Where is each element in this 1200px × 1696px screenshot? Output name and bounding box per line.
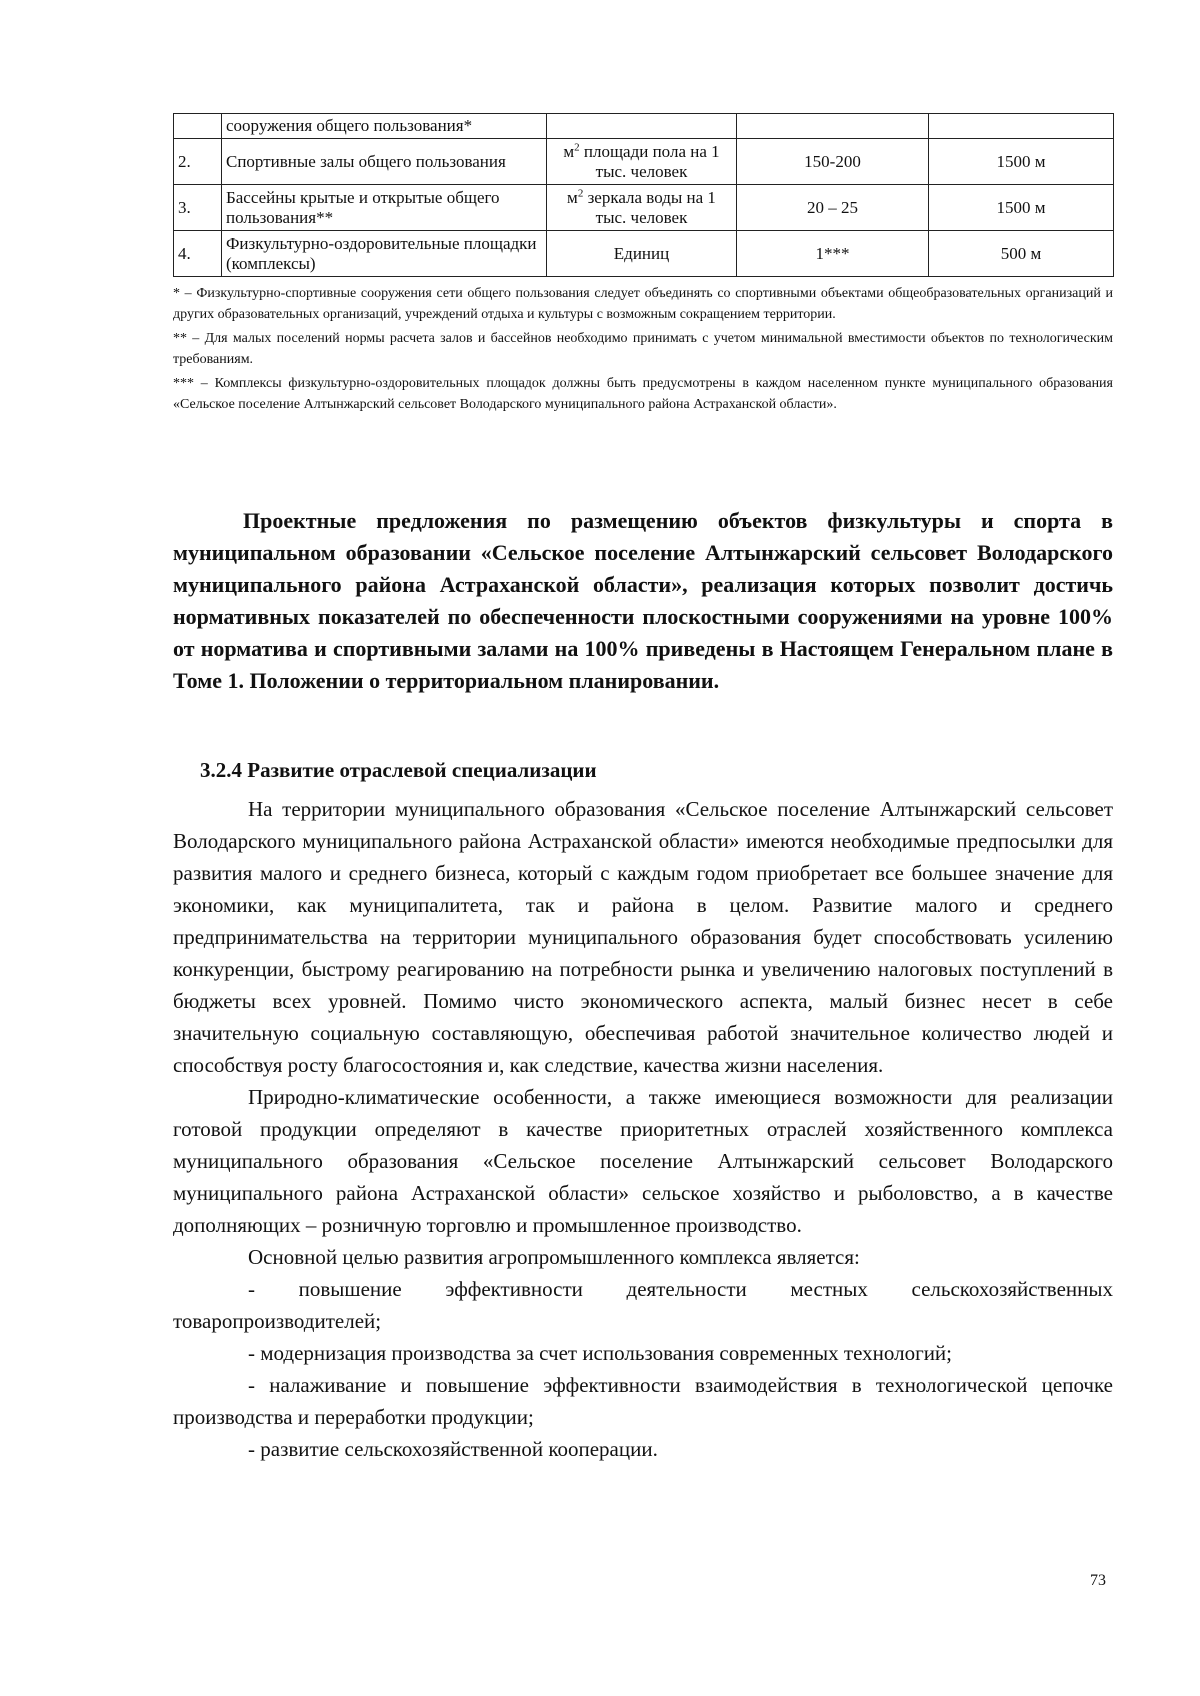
list-item: - развитие сельскохозяйственной кооперации. xyxy=(248,1437,658,1461)
norm-value: 20 – 25 xyxy=(737,185,929,231)
row-number xyxy=(174,114,222,139)
unit-cell xyxy=(547,185,737,231)
table-row xyxy=(174,185,1114,231)
proposal-paragraph: Проектные предложения по размещению объектов физкультуры и спорта в муниципальном образовании «Сельское поселение Алтынжарский сельсовет Володарского муниципального района Астраханской области», реализация которых позволит достичь нормативных показателей по обеспеченности плоскостными сооружениями на уровне 100% от норматива и спортивными залами на 100% приведены в Настоящем Генеральном плане в Томе 1. Положении о территориальном планировании. xyxy=(173,508,1113,693)
norm-value: 1*** xyxy=(737,231,929,277)
row-number: 4. xyxy=(174,231,222,277)
footnote-2: ** – Для малых поселений нормы расчета залов и бассейнов необходимо принимать с учетом минимальной вместимости объектов по технологическим требованиям. xyxy=(173,331,1113,367)
table-row xyxy=(174,231,1114,277)
footnote-3: *** – Комплексы физкультурно-оздоровительных площадок должны быть предусмотрены в каждом населенном пункте муниципального образования «Сельское поселение Алтынжарский сельсовет Володарского муниципального района Астраханской области». xyxy=(173,376,1113,412)
table-footnotes xyxy=(173,283,1113,418)
norm-value: 150-200 xyxy=(737,139,929,185)
service-radius: 1500 м xyxy=(929,139,1114,185)
list-item: - налаживание и повышение эффективности взаимодействия в технологической цепочке производства и переработки продукции; xyxy=(173,1373,1113,1429)
row-number: 3. xyxy=(174,185,222,231)
footnote-1: * – Физкультурно-спортивные сооружения сети общего пользования следует объединять со спортивными объектами общеобразовательных организаций и других образовательных организаций, учреждений отдыха и культуры с возможным сокращением территории. xyxy=(173,286,1113,322)
table-row xyxy=(174,114,1114,139)
facility-name: сооружения общего пользования* xyxy=(222,114,547,139)
unit-main: м xyxy=(563,141,575,161)
section-body xyxy=(173,793,1113,1465)
unit-superscript: 2 xyxy=(574,140,580,153)
facility-name: Бассейны крытые и открытые общего пользования** xyxy=(222,185,547,231)
facility-name: Спортивные залы общего пользования xyxy=(222,139,547,185)
norm-value xyxy=(737,114,929,139)
unit-superscript: 2 xyxy=(577,186,584,199)
facility-name: Физкультурно-оздоровительные площадки (комплексы) xyxy=(222,231,547,277)
service-radius xyxy=(929,114,1114,139)
sports-facilities-norms-table xyxy=(173,113,1114,277)
page-number: 73 xyxy=(1090,1572,1106,1589)
unit-main: Единиц xyxy=(613,243,670,263)
paragraph: Природно-климатические особенности, а также имеющиеся возможности для реализации готовой продукции определяют в качестве приоритетных отраслей хозяйственного комплекса муниципального образования «Сельское поселение Алтынжарский сельсовет Володарского муниципального района Астраханской области» сельское хозяйство и рыболовство, а в качестве дополняющих – розничную торговлю и промышленное производство. xyxy=(173,1085,1113,1237)
service-radius: 500 м xyxy=(929,231,1114,277)
service-radius: 1500 м xyxy=(929,185,1114,231)
row-number: 2. xyxy=(174,139,222,185)
unit-cell xyxy=(547,139,737,185)
list-item: - повышение эффективности деятельности местных сельскохозяйственных товаропроизводителей; xyxy=(173,1277,1113,1333)
list-item: - модернизация производства за счет использования современных технологий; xyxy=(248,1341,953,1365)
section-heading: 3.2.4 Развитие отраслевой специализации xyxy=(200,758,597,782)
paragraph: На территории муниципального образования «Сельское поселение Алтынжарский сельсовет Володарского муниципального района Астраханской области» имеются необходимые предпосылки для развития малого и среднего бизнеса, который с каждым годом приобретает все большее значение для экономики, как муниципалитета, так и района в целом. Развитие малого и среднего предпринимательства на территории муниципального образования будет способствовать усилению конкуренции, быстрому реагированию на потребности рынка и увеличению налоговых поступлений в бюджеты всех уровней. Помимо чисто экономического аспекта, малый бизнес несет в себе значительную социальную составляющую, обеспечивая работой значительное количество людей и способствуя росту благосостояния и, как следствие, качества жизни населения. xyxy=(173,797,1113,1077)
paragraph: Основной целью развития агропромышленного комплекса является: xyxy=(248,1245,860,1269)
unit-rest: зеркала воды на 1 тыс. человек xyxy=(583,187,716,227)
unit-rest: площади пола на 1 тыс. человек xyxy=(579,141,720,181)
unit-cell xyxy=(547,114,737,139)
unit-cell xyxy=(547,231,737,277)
unit-main: м xyxy=(567,187,578,207)
table-row xyxy=(174,139,1114,185)
